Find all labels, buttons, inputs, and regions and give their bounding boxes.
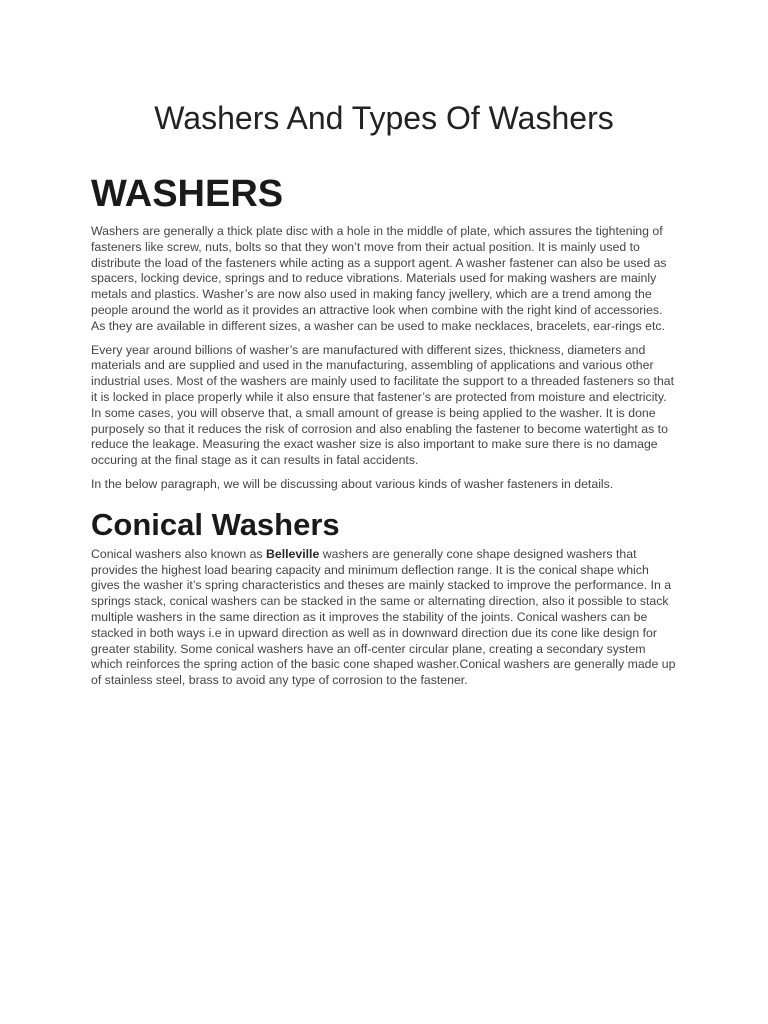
belleville-term: Belleville xyxy=(265,546,320,561)
section-heading-conical-washers: Conical Washers xyxy=(91,506,340,542)
document-content xyxy=(91,170,679,697)
conical-text-suffix: washers are generally cone shape designed washers that provides the highest load bearing capacity and minimum deflection range. It is the conical shape which gives the washer it’s spring characteristics and theses are mainly stacked to improve the performance. In a springs stack, conical washers can be stacked in the same or alternating direction, also it possible to stack multiple washers in the same direction as it improves the stability of the joints. Conical washers can be stacked in both ways i.e in upward direction as well as in downward direction due its cone like design for greater stability. Some conical washers have an off-center circular plane, creating a secondary system which reinforces the spring action of the basic cone shaped washer.Conical washers are generally made up of stainless steel, brass to avoid any type of corrosion to the fastener. xyxy=(91,546,676,688)
paragraph-conical-washers xyxy=(91,547,679,689)
paragraph-washers-intro: Washers are generally a thick plate disc with a hole in the middle of plate, which assures the tightening of fasteners like screw, nuts, bolts so that they won’t move from their actual position. It is mainly used to distribute the load of the fasteners while acting as a support agent. A washer fastener can also be used as spacers, locking device, springs and to reduce vibrations. Materials used for making washers are mainly metals and plastics. Washer’s are now also used in making fancy jwellery, which are a trend among the people around the world as it provides an attractive look when combine with the right kind of accessories. As they are available in different sizes, a washer can be used to make necklaces, bracelets, ear-rings etc. xyxy=(91,224,667,333)
section-heading-washers: WASHERS xyxy=(91,173,284,215)
section-washers xyxy=(91,170,679,493)
section-conical-washers xyxy=(91,505,679,689)
conical-text-prefix: Conical washers also known as xyxy=(91,546,266,561)
paragraph-washers-manufacturing: Every year around billions of washer’s are manufactured with different sizes, thickness, diameters and materials and are supplied and used in the manufacturing, assembling of applications and various other industrial uses. Most of the washers are mainly used to facilitate the support to a threaded fasteners so that it is locked in place properly while it also ensure that fastener’s are protected from moisture and electricity. In some cases, you will observe that, a small amount of grease is being applied to the washer. It is done purposely so that it reduces the risk of corrosion and also enabling the fastener to become watertight as to reduce the leakage. Measuring the exact washer size is also important to make sure there is no damage occuring at the final stage as it can results in fatal accidents. xyxy=(91,342,675,468)
paragraph-washers-transition: In the below paragraph, we will be discussing about various kinds of washer fasteners in details. xyxy=(91,476,614,491)
document-title: Washers And Types Of Washers xyxy=(154,100,614,136)
